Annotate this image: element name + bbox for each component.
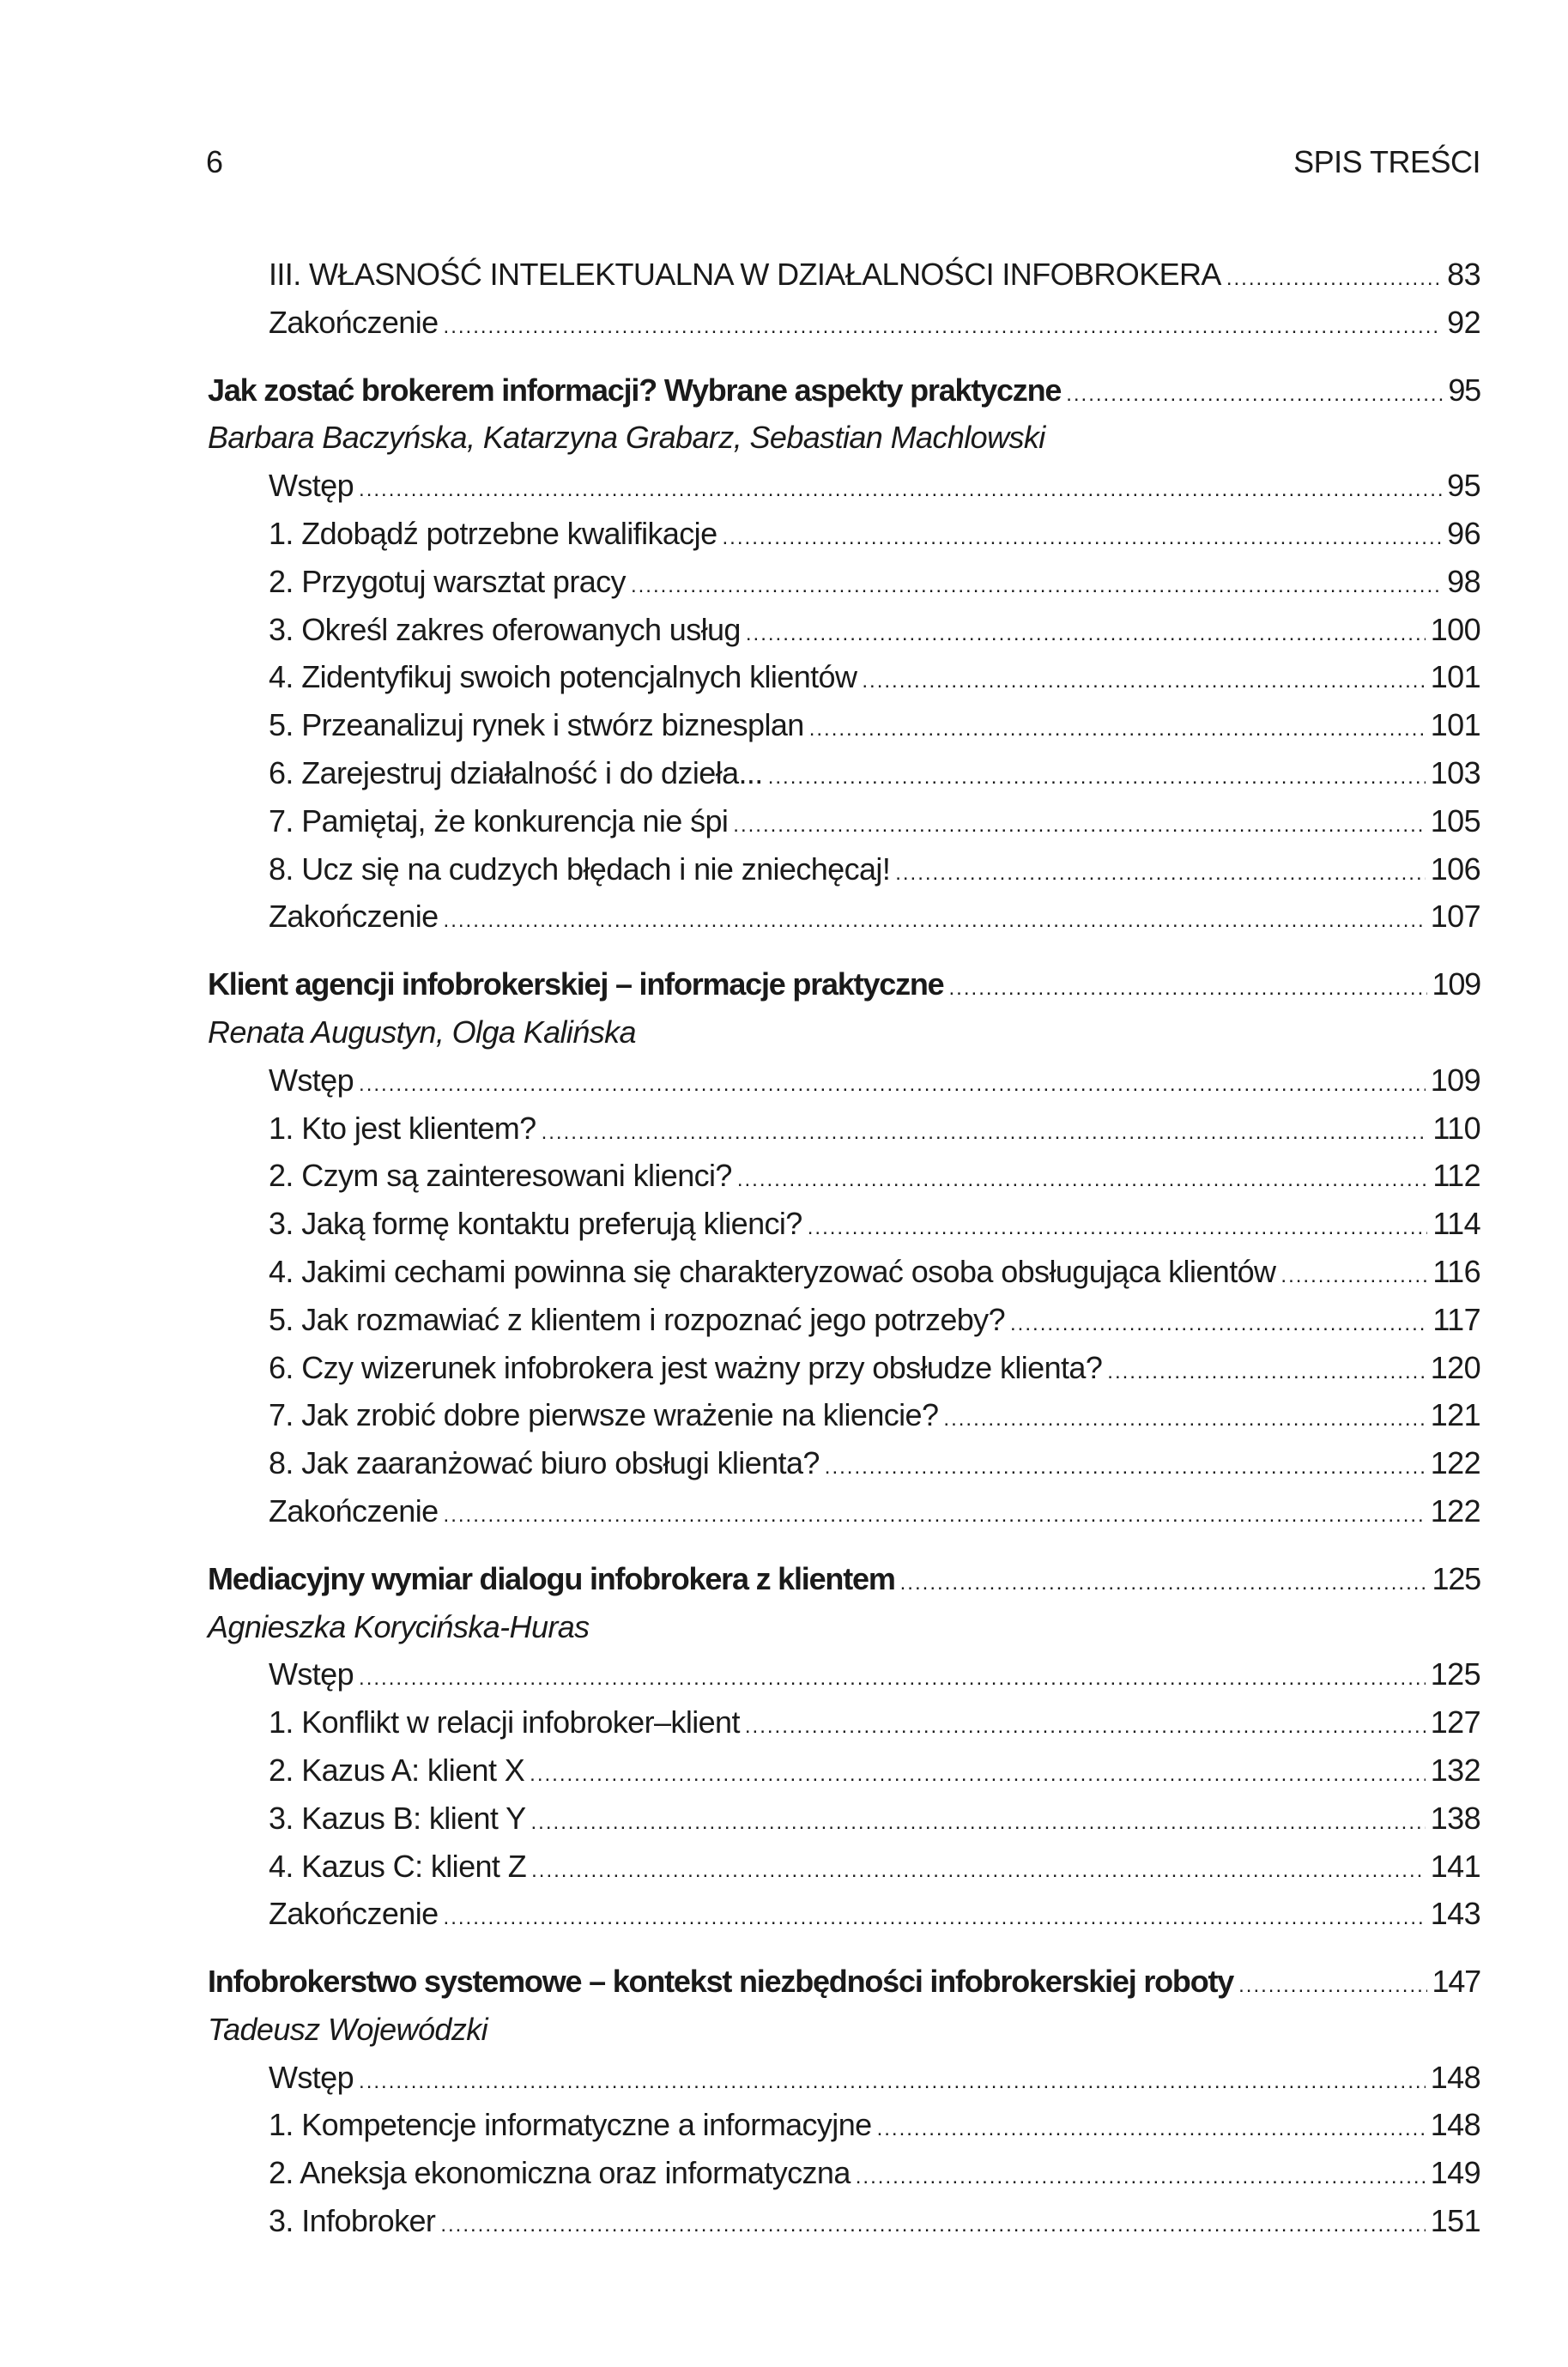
entry-text: 8. Ucz się na cudzych błędach i nie zniechęcaj! bbox=[269, 851, 891, 887]
toc-entry bbox=[208, 2054, 1480, 2102]
page-ref: 83 bbox=[1447, 257, 1480, 292]
page-number: 6 bbox=[206, 144, 223, 179]
toc-entry bbox=[208, 1746, 1480, 1795]
page-ref: 109 bbox=[1430, 1062, 1480, 1098]
entry-text: Jak zostać brokerem informacji? Wybrane aspekty praktyczne bbox=[208, 372, 1062, 408]
page-ref: 116 bbox=[1432, 1253, 1480, 1289]
page-ref: 106 bbox=[1430, 851, 1480, 887]
entry-text: 5. Jak rozmawiać z klientem i rozpoznać jego potrzeby? bbox=[269, 1301, 1006, 1337]
page-ref: 98 bbox=[1447, 563, 1480, 599]
page-ref: 125 bbox=[1430, 1656, 1480, 1692]
dot-leader bbox=[745, 1703, 1426, 1751]
entry-text: 3. Jaką formę kontaktu preferują klienci? bbox=[269, 1206, 802, 1242]
entry-text: 4. Zidentyfikuj swoich potencjalnych klientów bbox=[269, 659, 857, 695]
entry-text: III. WŁASNOŚĆ INTELEKTUALNA W DZIAŁALNOŚCI INFOBROKERA bbox=[269, 257, 1221, 292]
toc-entry bbox=[208, 1056, 1480, 1105]
toc-chapter-title bbox=[208, 1958, 1480, 2006]
toc-chapter-title bbox=[208, 960, 1480, 1008]
page-ref: 100 bbox=[1430, 611, 1480, 647]
toc-entry bbox=[208, 749, 1480, 797]
entry-text: 3. Określ zakres oferowanych usług bbox=[269, 611, 741, 647]
toc-entry bbox=[208, 893, 1480, 941]
toc-entry bbox=[208, 1439, 1480, 1487]
dot-leader bbox=[530, 1751, 1426, 1799]
toc-entry bbox=[208, 1248, 1480, 1296]
page-ref: 112 bbox=[1432, 1158, 1480, 1194]
page-ref: 125 bbox=[1432, 1560, 1480, 1596]
dot-leader bbox=[531, 1847, 1426, 1895]
dot-leader bbox=[359, 1655, 1426, 1703]
dot-leader bbox=[542, 1109, 1428, 1157]
page-ref: 149 bbox=[1430, 2155, 1480, 2191]
page-ref: 117 bbox=[1432, 1301, 1480, 1337]
entry-text: Barbara Baczyńska, Katarzyna Grabarz, Sebastian Machlowski bbox=[208, 420, 1045, 456]
entry-text: 6. Zarejestruj działalność i do dzieła... bbox=[269, 754, 763, 790]
entry-text: Tadeusz Wojewódzki bbox=[208, 2011, 488, 2047]
entry-text: 2. Przygotuj warsztat pracy bbox=[269, 563, 626, 599]
entry-text: 1. Zdobądź potrzebne kwalifikacje bbox=[269, 515, 717, 551]
dot-leader bbox=[359, 2058, 1426, 2106]
toc-chapter-title bbox=[208, 1555, 1480, 1603]
toc-entry bbox=[208, 606, 1480, 654]
entry-text: Agnieszka Korycińska-Huras bbox=[208, 1608, 590, 1644]
page-ref: 109 bbox=[1432, 966, 1480, 1002]
toc-authors bbox=[208, 414, 1480, 462]
toc-entry bbox=[208, 2197, 1480, 2245]
dot-leader bbox=[1010, 1300, 1427, 1348]
entry-text: 2. Czym są zainteresowani klienci? bbox=[269, 1158, 732, 1194]
dot-leader bbox=[949, 965, 1427, 1013]
dot-leader bbox=[1107, 1348, 1425, 1396]
dot-leader bbox=[1226, 255, 1442, 303]
toc-entry bbox=[208, 1344, 1480, 1392]
entry-text: 7. Jak zrobić dobre pierwsze wrażenie na kliencie? bbox=[269, 1397, 939, 1433]
dot-leader bbox=[359, 466, 1442, 514]
toc-entry bbox=[208, 1487, 1480, 1535]
dot-leader bbox=[631, 562, 1442, 610]
dot-leader bbox=[733, 802, 1425, 850]
toc-entry bbox=[208, 797, 1480, 845]
page-ref: 121 bbox=[1430, 1397, 1480, 1433]
page-ref: 120 bbox=[1430, 1349, 1480, 1385]
dot-leader bbox=[943, 1395, 1425, 1444]
dot-leader bbox=[359, 1061, 1426, 1109]
page-ref: 110 bbox=[1432, 1110, 1480, 1146]
table-of-contents bbox=[208, 251, 1480, 2245]
page-ref: 122 bbox=[1430, 1445, 1480, 1481]
toc-entry bbox=[208, 1296, 1480, 1344]
dot-leader bbox=[825, 1444, 1426, 1492]
running-title: SPIS TREŚCI bbox=[1293, 144, 1480, 179]
toc-chapter-title bbox=[208, 366, 1480, 415]
page-ref: 151 bbox=[1430, 2203, 1480, 2239]
toc-entry bbox=[208, 1795, 1480, 1843]
toc-entry bbox=[208, 251, 1480, 299]
entry-text: Mediacyjny wymiar dialogu infobrokera z klientem bbox=[208, 1560, 895, 1596]
toc-entry bbox=[208, 1391, 1480, 1439]
toc-entry bbox=[208, 462, 1480, 510]
dot-leader bbox=[808, 1204, 1428, 1252]
page-ref: 122 bbox=[1430, 1492, 1480, 1529]
page-ref: 127 bbox=[1430, 1704, 1480, 1740]
dot-leader bbox=[746, 610, 1426, 658]
page-ref: 103 bbox=[1430, 754, 1480, 790]
dot-leader bbox=[900, 1559, 1427, 1607]
dot-leader bbox=[440, 2201, 1425, 2249]
page-ref: 148 bbox=[1430, 2059, 1480, 2095]
entry-text: 1. Konflikt w relacji infobroker–klient bbox=[269, 1704, 740, 1740]
dot-leader bbox=[444, 897, 1426, 945]
toc-entry bbox=[208, 558, 1480, 606]
page-ref: 114 bbox=[1432, 1206, 1480, 1242]
entry-text: 3. Kazus B: klient Y bbox=[269, 1800, 526, 1836]
entry-text: Zakończenie bbox=[269, 1492, 439, 1529]
entry-text: Wstęp bbox=[269, 1062, 354, 1098]
toc-entry bbox=[208, 1890, 1480, 1938]
entry-text: 8. Jak zaaranżować biuro obsługi klienta? bbox=[269, 1445, 820, 1481]
page-ref: 138 bbox=[1430, 1800, 1480, 1836]
entry-text: Zakończenie bbox=[269, 899, 439, 935]
toc-entry bbox=[208, 510, 1480, 558]
entry-text: 4. Jakimi cechami powinna się charakteryzować osoba obsługująca klientów bbox=[269, 1253, 1276, 1289]
page-ref: 147 bbox=[1432, 1964, 1480, 2000]
toc-authors bbox=[208, 2006, 1480, 2054]
page-ref: 107 bbox=[1430, 899, 1480, 935]
toc-entry bbox=[208, 653, 1480, 701]
dot-leader bbox=[444, 1492, 1426, 1540]
page-ref: 132 bbox=[1430, 1752, 1480, 1788]
entry-text: Infobrokerstwo systemowe – kontekst niezbędności infobrokerskiej roboty bbox=[208, 1964, 1234, 2000]
page-ref: 92 bbox=[1447, 304, 1480, 340]
page-ref: 148 bbox=[1430, 2107, 1480, 2143]
entry-text: 2. Kazus A: klient X bbox=[269, 1752, 525, 1788]
dot-leader bbox=[1280, 1252, 1427, 1300]
page-ref: 105 bbox=[1430, 802, 1480, 838]
dot-leader bbox=[895, 850, 1426, 898]
toc-entry bbox=[208, 701, 1480, 749]
entry-text: Zakończenie bbox=[269, 1896, 439, 1932]
entry-text: 3. Infobroker bbox=[269, 2203, 436, 2239]
entry-text: 1. Kto jest klientem? bbox=[269, 1110, 536, 1146]
entry-text: Klient agencji infobrokerskiej – informacje praktyczne bbox=[208, 966, 944, 1002]
entry-text: 1. Kompetencje informatyczne a informacyjne bbox=[269, 2107, 872, 2143]
toc-entry bbox=[208, 2101, 1480, 2149]
entry-text: Wstęp bbox=[269, 468, 354, 504]
toc-entry bbox=[208, 2149, 1480, 2197]
toc-entry bbox=[208, 1843, 1480, 1891]
page-ref: 101 bbox=[1430, 707, 1480, 743]
entry-text: 6. Czy wizerunek infobrokera jest ważny przy obsłudze klienta? bbox=[269, 1349, 1103, 1385]
dot-leader bbox=[1238, 1962, 1426, 2010]
toc-entry bbox=[208, 299, 1480, 347]
entry-text: Wstęp bbox=[269, 1656, 354, 1692]
entry-text: 7. Pamiętaj, że konkurencja nie śpi bbox=[269, 802, 729, 838]
page-ref: 95 bbox=[1447, 468, 1480, 504]
entry-text: 5. Przeanalizuj rynek i stwórz biznesplan bbox=[269, 707, 804, 743]
page-ref: 143 bbox=[1430, 1896, 1480, 1932]
page-ref: 95 bbox=[1448, 372, 1480, 408]
dot-leader bbox=[444, 1894, 1426, 1942]
entry-text: 4. Kazus C: klient Z bbox=[269, 1848, 527, 1884]
entry-text: Zakończenie bbox=[269, 304, 439, 340]
page-ref: 96 bbox=[1447, 515, 1480, 551]
toc-entry bbox=[208, 1650, 1480, 1698]
toc-authors bbox=[208, 1008, 1480, 1056]
dot-leader bbox=[444, 303, 1443, 351]
entry-text: Renata Augustyn, Olga Kalińska bbox=[208, 1014, 636, 1050]
toc-entry bbox=[208, 1698, 1480, 1746]
dot-leader bbox=[723, 514, 1443, 562]
dot-leader bbox=[768, 754, 1426, 802]
toc-entry bbox=[208, 1200, 1480, 1248]
dot-leader bbox=[531, 1799, 1426, 1847]
page-ref: 101 bbox=[1430, 659, 1480, 695]
dot-leader bbox=[877, 2105, 1426, 2153]
dot-leader bbox=[809, 705, 1426, 754]
toc-entry bbox=[208, 845, 1480, 893]
toc-entry bbox=[208, 1152, 1480, 1200]
entry-text: 2. Aneksja ekonomiczna oraz informatyczna bbox=[269, 2155, 851, 2191]
entry-text: Wstęp bbox=[269, 2059, 354, 2095]
toc-authors bbox=[208, 1603, 1480, 1651]
dot-leader bbox=[862, 657, 1425, 705]
dot-leader bbox=[856, 2153, 1426, 2201]
dot-leader bbox=[1066, 371, 1443, 419]
dot-leader bbox=[737, 1156, 1428, 1204]
page-ref: 141 bbox=[1430, 1848, 1480, 1884]
toc-entry bbox=[208, 1105, 1480, 1153]
